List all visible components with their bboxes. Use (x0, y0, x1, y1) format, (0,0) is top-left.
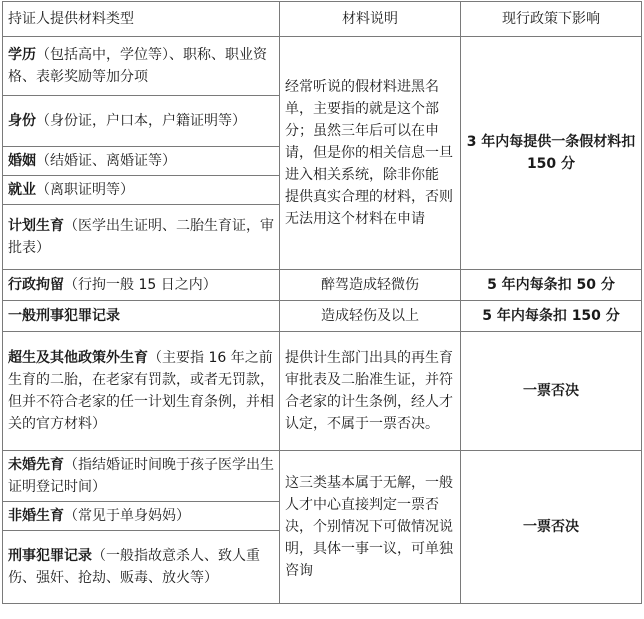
header-row (3, 2, 642, 37)
group1-desc: 经常听说的假材料进黑名单，主要指的就是这个部分；虽然三年后可以在申请，但是你的相关信息一旦进入相关系统，除非你能 提供真实合理的材料，否则无法用这个材料在申请 (280, 37, 461, 270)
header-material-type: 持证人提供材料类型 (3, 2, 280, 37)
group2-desc: 这三类基本属于无解，一般人才中心直接判定一票否决，个别情况下可做情况说明，具体一事一议，可单独咨询 (280, 451, 461, 604)
header-material-desc: 材料说明 (280, 2, 461, 37)
table-row (3, 270, 642, 301)
row-jiuye: 就业（离职证明等） (3, 176, 280, 205)
xingshi-desc: 造成轻伤及以上 (280, 301, 461, 332)
row-shenfen: 身份（身份证，户口本，户籍证明等） (3, 96, 280, 147)
xingzheng-impact: 5 年内每条扣 50 分 (461, 270, 642, 301)
xingzheng-desc: 醉驾造成轻微伤 (280, 270, 461, 301)
chaosheng-impact: 一票否决 (461, 332, 642, 451)
group2-impact: 一票否决 (461, 451, 642, 604)
table-row (3, 37, 642, 96)
table-row (3, 301, 642, 332)
group1-impact: 3 年内每提供一条假材料扣 150 分 (461, 37, 642, 270)
xingshi-impact: 5 年内每条扣 150 分 (461, 301, 642, 332)
row-xingshi2: 刑事犯罪记录（一般指故意杀人、致人重伤、强奸、抢劫、贩毒、放火等） (3, 531, 280, 604)
row-xingzheng: 行政拘留（行拘一般 15 日之内） (3, 270, 280, 301)
row-feihun: 非婚生育（常见于单身妈妈） (3, 502, 280, 531)
table-row (3, 332, 642, 451)
chaosheng-desc: 提供计生部门出具的再生育审批表及二胎准生证，并符合老家的计生条例，经人才认定，不属于一票否决。 (280, 332, 461, 451)
policy-table (2, 1, 642, 604)
table-row (3, 451, 642, 502)
row-xueli: 学历（包括高中，学位等）、职称、职业资格、表彰奖励等加分项 (3, 37, 280, 96)
row-xingshi: 一般刑事犯罪记录 (3, 301, 280, 332)
row-jihua: 计划生育（医学出生证明、二胎生育证，审批表） (3, 205, 280, 270)
row-weihun: 未婚先育（指结婚证时间晚于孩子医学出生证明登记时间） (3, 451, 280, 502)
header-impact: 现行政策下影响 (461, 2, 642, 37)
row-chaosheng: 超生及其他政策外生育（主要指 16 年之前生育的二胎，在老家有罚款，或者无罚款，但并不符合老家的任一计划生育条例，并相关的官方材料） (3, 332, 280, 451)
row-hunyin: 婚姻（结婚证、离婚证等） (3, 147, 280, 176)
